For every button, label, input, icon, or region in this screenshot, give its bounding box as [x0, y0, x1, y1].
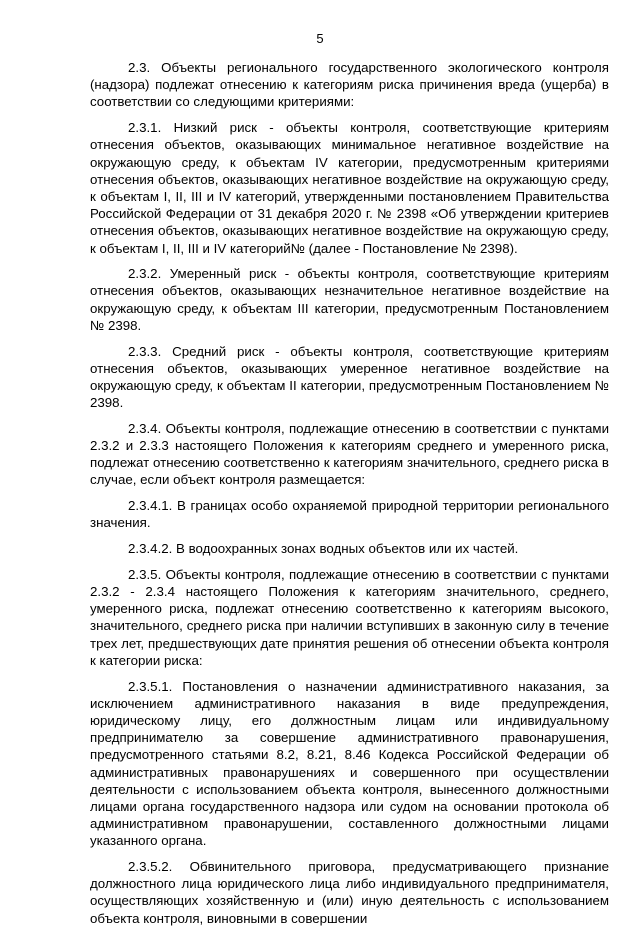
paragraph-2-3-2: 2.3.2. Умеренный риск - объекты контроля, соответствующие критериям отнесения объектов, оказывающих незначительное негативное воздействие на окружающую среду, к объектам III категории, предусмотренным Постановлением № 2398. [90, 266, 609, 333]
page-number: 5 [316, 31, 324, 46]
paragraph-2-3-4-1: 2.3.4.1. В границах особо охраняемой природной территории регионального значения. [90, 498, 609, 531]
paragraph-2-3-5-1: 2.3.5.1. Постановления о назначении административного наказания, за исключением административного наказания в виде предупреждения, юридическому лицу, его должностным лицам или индивидуальному предпринимателю за совершение административного правонарушения, предусмотренного статьями 8.2, 8.21, 8.46 Кодекса Российской Федерации об административных правонарушениях и совершенного при осуществлении деятельности с использованием объекта контроля, вынесенного должностными лицами органа государственного надзора или судом на основании протокола об административном правонарушении, составленного должностными лицами указанного органа. [90, 678, 609, 849]
paragraph-2-3-4-2: 2.3.4.2. В водоохранных зонах водных объектов или их частей. [128, 541, 519, 557]
document-body [90, 59, 609, 935]
paragraph-2-3-4: 2.3.4. Объекты контроля, подлежащие отнесению в соответствии с пунктами 2.3.2 и 2.3.3 настоящего Положения к категориям среднего и умеренного риска, подлежат отнесению соответственно к категориям значительного, среднего риска в случае, если объект контроля размещается: [90, 420, 609, 488]
paragraph-2-3: 2.3. Объекты регионального государственного экологического контроля (надзора) подлежат отнесению к категориям риска причинения вреда (ущерба) в соответствии со следующими критериями: [90, 60, 609, 110]
paragraph-2-3-5-2: 2.3.5.2. Обвинительного приговора, предусматривающего признание должностного лица юридического лица либо индивидуального предпринимателя, осуществляющих хозяйственную и (или) иную деятельность с использованием объекта контроля, виновными в совершении [90, 859, 609, 926]
paragraph-2-3-1: 2.3.1. Низкий риск - объекты контроля, соответствующие критериям отнесения объектов, оказывающих минимальное негативное воздействие на окружающую среду, к объектам IV категории, предусмотренным критериями отнесения объектов, оказывающих негативное воздействие на окружающую среду, к объектам I, II, III и IV категорий, утвержденными постановлением Правительства Российской Федерации от 31 декабря 2020 г. № 2398 «Об утверждении критериев отнесения объектов, оказывающих негативное воздействие на окружающую среду, к объектам I, II, III и IV категорий№ (далее - Постановление № 2398). [90, 120, 609, 256]
paragraph-2-3-5: 2.3.5. Объекты контроля, подлежащие отнесению в соответствии с пунктами 2.3.2 - 2.3.4 настоящего Положения к категориям значительного, среднего, умеренного риска, подлежат отнесению соответственно к категориям высокого, значительного, среднего риска при наличии вступивших в законную силу в течение трех лет, предшествующих дате принятия решения об отнесении объекта контроля к категории риска: [90, 566, 609, 668]
paragraph-2-3-3: 2.3.3. Средний риск - объекты контроля, соответствующие критериям отнесения объектов, оказывающих умеренное негативное воздействие на окружающую среду, к объектам II категории, предусмотренным Постановлением № 2398. [90, 343, 609, 411]
